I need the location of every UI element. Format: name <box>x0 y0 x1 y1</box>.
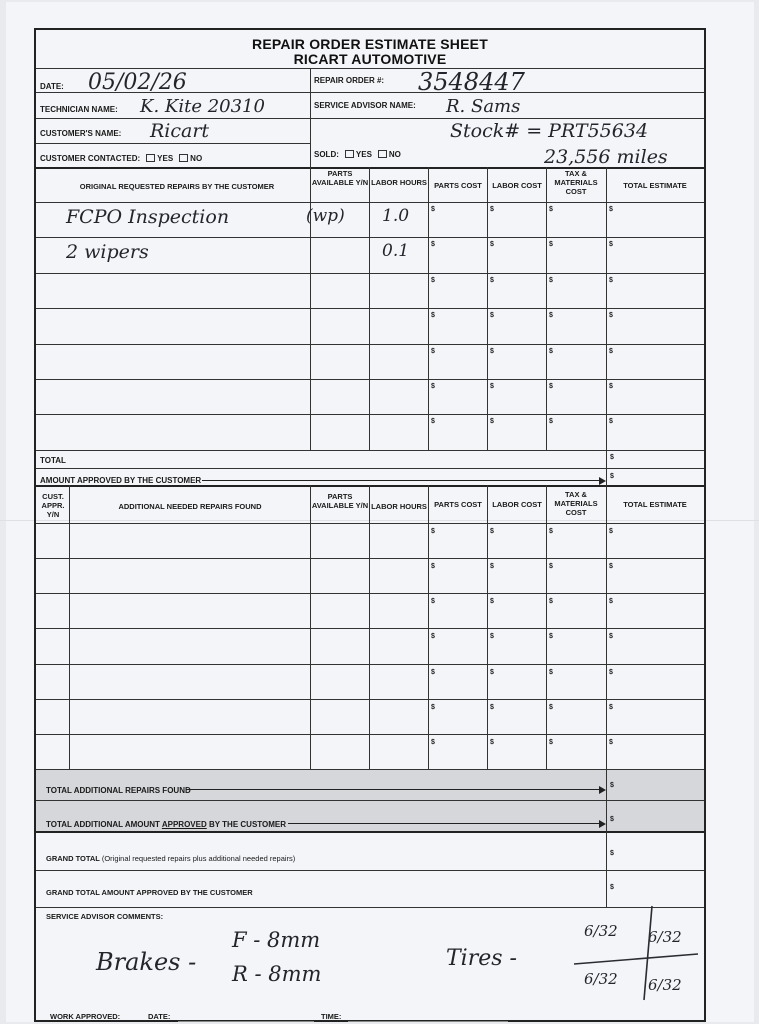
parts-cost-cell[interactable]: $ <box>431 668 435 676</box>
total-estimate-cell[interactable]: $ <box>609 276 613 284</box>
sold-yes-label: YES <box>355 150 372 159</box>
dealer-name: RICART AUTOMOTIVE <box>293 51 447 67</box>
s1-total-dollar[interactable]: $ <box>610 454 614 461</box>
labor-cost-cell[interactable]: $ <box>490 738 494 746</box>
tax-cost-cell[interactable]: $ <box>549 528 553 535</box>
sold-yes-checkbox[interactable] <box>345 150 354 158</box>
tax-cost-cell[interactable]: $ <box>549 563 553 571</box>
cust-appr-header: CUST. APPR. Y/N <box>41 492 65 519</box>
s1-labor-cost-header: LABOR COST <box>492 181 542 190</box>
parts-cost-cell[interactable]: $ <box>431 563 435 571</box>
s1-parts-available-header: PARTS AVAILABLE Y/N <box>311 169 369 187</box>
sold-no-checkbox[interactable] <box>378 150 387 158</box>
parts-cost-cell[interactable]: $ <box>431 206 435 213</box>
total-estimate-cell[interactable]: $ <box>609 312 613 320</box>
parts-cost-cell[interactable]: $ <box>431 633 435 641</box>
parts-cost-cell[interactable]: $ <box>431 418 435 426</box>
total-estimate-cell[interactable]: $ <box>609 738 613 746</box>
customer-contacted-field <box>40 154 202 163</box>
total-estimate-cell[interactable]: $ <box>609 347 613 355</box>
s1-approved-label: AMOUNT APPROVED BY THE CUSTOMER <box>40 476 202 485</box>
tire-lf-depth: 6/32 <box>584 922 618 940</box>
total-estimate-cell[interactable]: $ <box>609 598 613 606</box>
parts-cost-cell[interactable]: $ <box>431 312 435 320</box>
labor-cost-cell[interactable]: $ <box>490 347 494 355</box>
additional-repairs-header: ADDITIONAL NEEDED REPAIRS FOUND <box>118 502 262 511</box>
total-estimate-cell[interactable]: $ <box>609 206 613 213</box>
arrow-icon <box>186 789 600 790</box>
service-advisor-value[interactable]: R. Sams <box>446 96 521 117</box>
tax-cost-cell[interactable]: $ <box>549 241 553 249</box>
s1-tax-header: TAX & MATERIALS COST <box>554 169 598 196</box>
s2-parts-cost-header: PARTS COST <box>434 500 482 509</box>
tax-cost-cell[interactable]: $ <box>549 598 553 606</box>
original-repair-parts-available[interactable]: (wp) <box>306 206 345 226</box>
parts-cost-cell[interactable]: $ <box>431 241 435 249</box>
s1-total-label: TOTAL <box>40 456 66 465</box>
tire-grid-sketch <box>566 904 706 1004</box>
labor-cost-cell[interactable]: $ <box>490 241 494 249</box>
date-label: DATE: <box>40 82 64 91</box>
customer-contacted-label: CUSTOMER CONTACTED: <box>40 154 141 163</box>
contacted-yes-checkbox[interactable] <box>146 154 155 162</box>
technician-label: TECHNICIAN NAME: <box>40 105 118 114</box>
technician-value[interactable]: K. Kite 20310 <box>140 96 265 117</box>
s2-total-header: TOTAL ESTIMATE <box>623 500 687 509</box>
comments-label: SERVICE ADVISOR COMMENTS: <box>46 912 164 921</box>
stock-number-note: Stock# = PRT55634 <box>450 120 649 142</box>
s1-labor-hours-header: LABOR HOURS <box>371 178 427 187</box>
tax-cost-cell[interactable]: $ <box>549 738 553 746</box>
parts-cost-cell[interactable]: $ <box>431 276 435 284</box>
s1-total-header: TOTAL ESTIMATE <box>623 181 687 190</box>
repair-order-label: REPAIR ORDER #: <box>314 76 385 85</box>
grand-total-label: GRAND TOTAL (Original requested repairs plus additional needed repairs) <box>46 854 296 863</box>
s2-tax-header: TAX & MATERIALS COST <box>554 490 598 517</box>
labor-cost-cell[interactable]: $ <box>490 383 494 390</box>
time-approved-label: TIME: <box>321 1012 342 1021</box>
customer-label: CUSTOMER'S NAME: <box>40 129 122 138</box>
labor-cost-cell[interactable]: $ <box>490 528 494 535</box>
total-estimate-cell[interactable]: $ <box>609 633 613 641</box>
arrow-icon <box>202 480 600 481</box>
sold-no-label: NO <box>388 150 401 159</box>
repair-order-value[interactable]: 3548447 <box>418 68 525 96</box>
tax-cost-cell[interactable]: $ <box>549 668 553 676</box>
total-estimate-cell[interactable]: $ <box>609 563 613 571</box>
work-approved-label: WORK APPROVED: <box>50 1012 121 1021</box>
total-additional-approved-dollar[interactable]: $ <box>610 816 614 823</box>
s2-labor-cost-header: LABOR COST <box>492 500 542 509</box>
contacted-no-checkbox[interactable] <box>179 154 188 162</box>
parts-cost-cell[interactable]: $ <box>431 347 435 355</box>
customer-value[interactable]: Ricart <box>150 120 210 142</box>
arrow-icon <box>288 823 600 824</box>
parts-cost-cell[interactable]: $ <box>431 598 435 606</box>
total-additional-approved-label: TOTAL ADDITIONAL AMOUNT APPROVED BY THE CUSTOMER <box>46 820 287 829</box>
total-estimate-cell[interactable]: $ <box>609 383 613 390</box>
grand-approved-dollar[interactable]: $ <box>610 884 614 891</box>
date-approved-label: DATE: <box>148 1012 171 1021</box>
tax-cost-cell[interactable]: $ <box>549 383 553 390</box>
mileage-note: 23,556 miles <box>544 146 668 168</box>
s2-labor-hours-header: LABOR HOURS <box>371 502 427 511</box>
tax-cost-cell[interactable]: $ <box>549 276 553 284</box>
original-repair-labor-hours[interactable]: 1.0 <box>382 206 410 226</box>
date-value[interactable]: 05/02/26 <box>88 70 187 95</box>
tax-cost-cell[interactable]: $ <box>549 206 553 213</box>
parts-cost-cell[interactable]: $ <box>431 383 435 390</box>
total-estimate-cell[interactable]: $ <box>609 418 613 426</box>
s2-parts-available-header: PARTS AVAILABLE Y/N <box>311 492 369 510</box>
grand-approved-label: GRAND TOTAL AMOUNT APPROVED BY THE CUSTOMER <box>46 888 253 897</box>
total-estimate-cell[interactable]: $ <box>609 668 613 676</box>
labor-cost-cell[interactable]: $ <box>490 668 494 676</box>
tires-note: Tires - <box>446 946 517 971</box>
original-repair-description[interactable]: 2 wipers <box>66 241 149 264</box>
parts-cost-cell[interactable]: $ <box>431 528 435 535</box>
tax-cost-cell[interactable]: $ <box>549 418 553 426</box>
grand-total-dollar[interactable]: $ <box>610 850 614 857</box>
parts-cost-cell[interactable]: $ <box>431 738 435 746</box>
labor-cost-cell[interactable]: $ <box>490 276 494 284</box>
tax-cost-cell[interactable]: $ <box>549 312 553 320</box>
total-estimate-cell[interactable]: $ <box>609 703 613 711</box>
labor-cost-cell[interactable]: $ <box>490 312 494 320</box>
tax-cost-cell[interactable]: $ <box>549 703 553 711</box>
estimate-form <box>34 28 706 1022</box>
service-advisor-label: SERVICE ADVISOR NAME: <box>314 101 416 110</box>
contacted-yes-label: YES <box>157 154 174 163</box>
tire-rf-depth: 6/32 <box>648 928 682 946</box>
labor-cost-cell[interactable]: $ <box>490 598 494 606</box>
sold-label: SOLD: <box>314 150 339 159</box>
parts-cost-cell[interactable]: $ <box>431 703 435 711</box>
brakes-rear-note: R - 8mm <box>232 962 322 986</box>
tax-cost-cell[interactable]: $ <box>549 347 553 355</box>
total-estimate-cell[interactable]: $ <box>609 241 613 249</box>
labor-cost-cell[interactable]: $ <box>490 418 494 426</box>
tire-lr-depth: 6/32 <box>584 970 618 988</box>
s1-parts-cost-header: PARTS COST <box>434 181 482 190</box>
total-estimate-cell[interactable]: $ <box>609 528 613 535</box>
tire-rr-depth: 6/32 <box>648 976 682 994</box>
labor-cost-cell[interactable]: $ <box>490 206 494 213</box>
s1-approved-dollar[interactable]: $ <box>610 473 614 480</box>
sold-field <box>314 150 401 159</box>
original-repair-labor-hours[interactable]: 0.1 <box>382 241 410 262</box>
original-repair-description[interactable]: FCPO Inspection <box>66 206 230 228</box>
labor-cost-cell[interactable]: $ <box>490 703 494 711</box>
contacted-no-label: NO <box>190 154 203 163</box>
original-repairs-header: ORIGINAL REQUESTED REPAIRS BY THE CUSTOMER <box>79 182 275 191</box>
tax-cost-cell[interactable]: $ <box>549 633 553 641</box>
total-additional-label: TOTAL ADDITIONAL REPAIRS FOUND <box>46 786 191 795</box>
brakes-front-note: F - 8mm <box>232 928 321 952</box>
labor-cost-cell[interactable]: $ <box>490 563 494 571</box>
form-title: REPAIR ORDER ESTIMATE SHEET <box>252 36 488 52</box>
total-additional-dollar[interactable]: $ <box>610 782 614 789</box>
labor-cost-cell[interactable]: $ <box>490 633 494 641</box>
brakes-note: Brakes - <box>96 948 197 976</box>
